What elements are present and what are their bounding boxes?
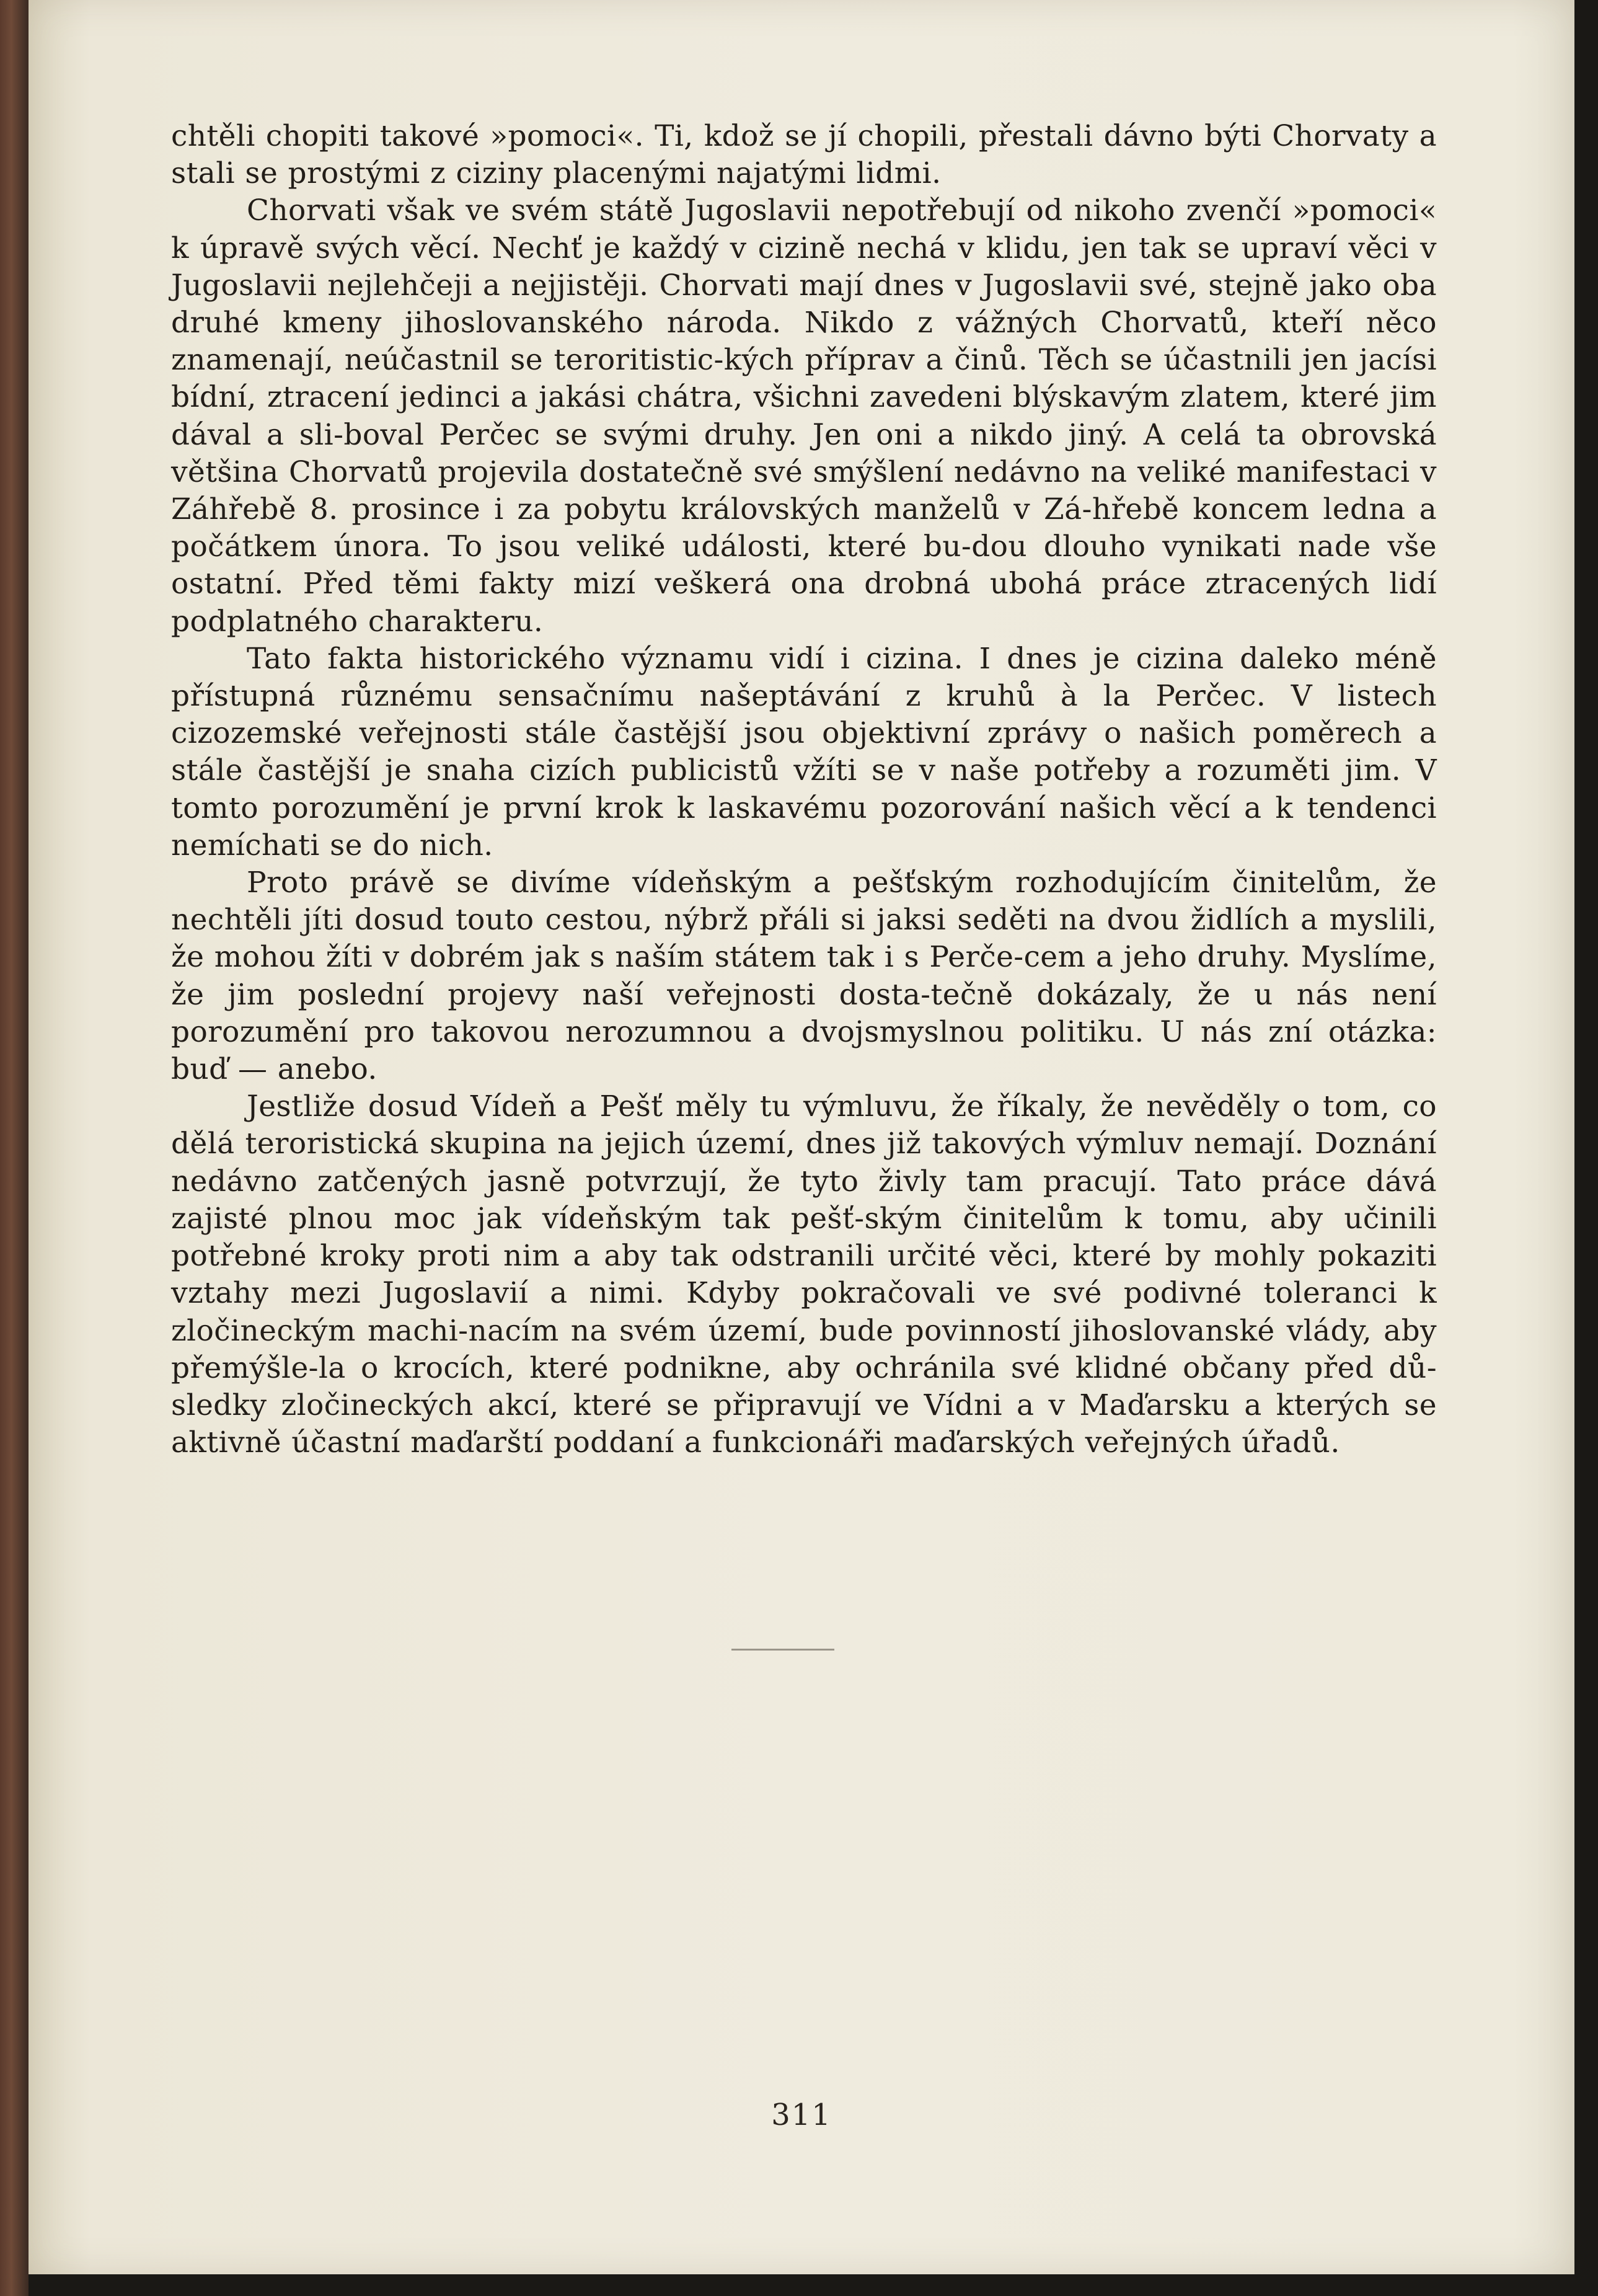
paragraph-2: Chorvati však ve svém státě Jugoslavii nepotřebují od nikoho zvenčí »pomoci« k úpravě svých věcí. Nechť je každý v cizině nechá v klidu, jen tak se upraví věci v Jugoslavii nejlehčeji a nejjistěji. Chorvati mají dnes v Jugoslavii své, stejně jako oba druhé kmeny jihoslovanského národa. Nikdo z vážných Chorvatů, kteří něco znamenají, neúčastnil se teroritistic-kých příprav a činů. Těch se účastnili jen jacísi bídní, ztracení jedinci a jakási chátra, všichni zavedeni blýskavým zlatem, které jim dával a sli-boval Perčec se svými druhy. Jen oni a nikdo jiný. A celá ta obrovská většina Chorvatů projevila dostatečně své smýšlení nedávno na veliké manifestaci v Záhřebě 8. prosince i za pobytu královských manželů v Zá-hřebě koncem ledna a počátkem února. To jsou veliké události, které bu-dou dlouho vynikati nade vše ostatní. Před těmi fakty mizí veškerá ona drobná ubohá práce ztracených lidí podplatného charakteru. — [171, 193, 1437, 639]
book-binding-edge — [0, 0, 29, 2296]
paragraph-3: Tato fakta historického významu vidí i cizina. I dnes je cizina daleko méně přístupná různému sensačnímu našeptávání z kruhů à la Perčec. V listech cizozemské veřejnosti stále častější jsou objektivní zprávy o našich poměrech a stále častější je snaha cizích publicistů vžíti se v naše potřeby a rozuměti jim. V tomto porozumění je první krok k laskavému pozorování našich věcí a k tendenci nemíchati se do nich. — [171, 641, 1437, 862]
body-text — [171, 118, 1437, 1461]
book-page — [29, 0, 1574, 2274]
section-divider — [731, 1649, 834, 1651]
paragraph-1: chtěli chopiti takové »pomoci«. Ti, kdož se jí chopili, přestali dávno býti Chorvaty a stali se prostými z ciziny placenými najatými lidmi. — [171, 119, 1437, 191]
page-number: 311 — [771, 2098, 832, 2132]
paragraph-4: Proto právě se divíme vídeňským a pešťským rozhodujícím činitelům, že nechtěli jíti dosud touto cestou, nýbrž přáli si jaksi seděti na dvou židlích a myslili, že mohou žíti v dobrém jak s naším státem tak i s Perče-cem a jeho druhy. Myslíme, že jim poslední projevy naší veřejnosti dosta-tečně dokázaly, že u nás není porozumění pro takovou nerozumnou a dvojsmyslnou politiku. U nás zní otázka: buď — anebo. — [171, 866, 1437, 1087]
paragraph-5: Jestliže dosud Vídeň a Pešť měly tu výmluvu, že říkaly, že nevěděly o tom, co dělá teroristická skupina na jejich území, dnes již takových výmluv nemají. Doznání nedávno zatčených jasně potvrzují, že tyto živly tam pracují. Tato práce dává zajisté plnou moc jak vídeňským tak pešť-ským činitelům k tomu, aby učinili potřebné kroky proti nim a aby tak odstranili určité věci, které by mohly pokaziti vztahy mezi Jugoslavií a nimi. Kdyby pokračovali ve své podivné toleranci k zločineckým machi-nacím na svém území, bude povinností jihoslovanské vlády, aby přemýšle-la o krocích, které podnikne, aby ochránila své klidné občany před dů-sledky zločineckých akcí, které se připravují ve Vídni a v Maďarsku a kterých se aktivně účastní maďarští poddaní a funkcionáři maďarských veřejných úřadů. — [171, 1089, 1437, 1460]
